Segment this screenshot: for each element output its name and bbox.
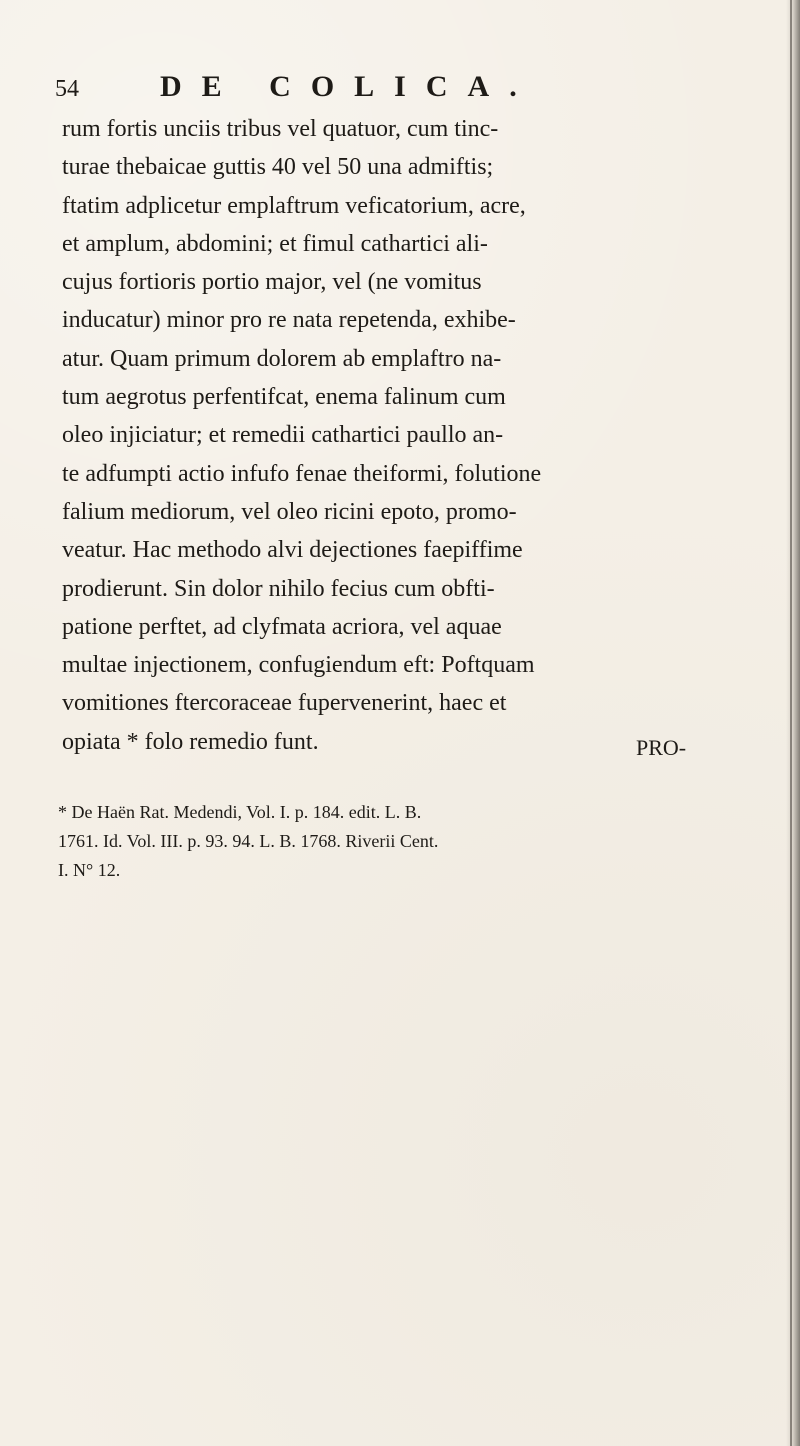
text-line: tum aegrotus perfentifcat, enema falinum cum	[62, 384, 506, 411]
page-edge-line	[790, 0, 792, 1446]
text-line: cujus fortioris portio major, vel (ne vomitus	[62, 269, 482, 296]
text-line: te adfumpti actio infufo fenae theiformi, folutione	[62, 460, 542, 487]
text-line: opiata * folo remedio funt.	[62, 728, 319, 755]
text-line: rum fortis unciis tribus vel quatuor, cum tinc-	[62, 116, 499, 142]
footnote	[58, 798, 758, 884]
text-line: vomitiones ftercoraceae fupervenerint, haec et	[62, 690, 507, 717]
text-line: falium mediorum, vel oleo ricini epoto, promo-	[62, 498, 517, 525]
text-line: prodierunt. Sin dolor nihilo fecius cum obfti-	[62, 575, 495, 602]
footnote-line: * De Haën Rat. Medendi, Vol. I. p. 184. edit. L. B.	[58, 802, 422, 822]
text-line: et amplum, abdomini; et fimul cathartici ali-	[62, 230, 488, 257]
text-line: multae injectionem, confugiendum eft: Poftquam	[62, 652, 535, 679]
page-edge-shadow	[786, 0, 800, 1446]
text-line: ftatim adplicetur emplaftrum veficatorium, acre,	[62, 192, 526, 219]
page-number: 54	[55, 76, 79, 102]
body-text	[62, 110, 762, 761]
footnote-line: I. N° 12.	[58, 859, 121, 880]
footnote-line: 1761. Id. Vol. III. p. 93. 94. L. B. 1768. Riverii Cent.	[58, 830, 439, 851]
text-line: atur. Quam primum dolorem ab emplaftro na-	[62, 345, 502, 372]
page-header	[55, 70, 755, 110]
text-line: oleo injiciatur; et remedii cathartici paullo an-	[62, 422, 504, 449]
text-line: patione perftet, ad clyfmata acriora, vel aquae	[62, 613, 502, 640]
running-head: DE COLICA.	[160, 70, 537, 103]
catchword: PRO-	[636, 735, 687, 760]
text-line: veatur. Hac methodo alvi dejectiones faepiffime	[62, 537, 523, 564]
text-line: inducatur) minor pro re nata repetenda, exhibe-	[62, 307, 516, 334]
text-line: turae thebaicae guttis 40 vel 50 una admiftis;	[62, 154, 494, 181]
